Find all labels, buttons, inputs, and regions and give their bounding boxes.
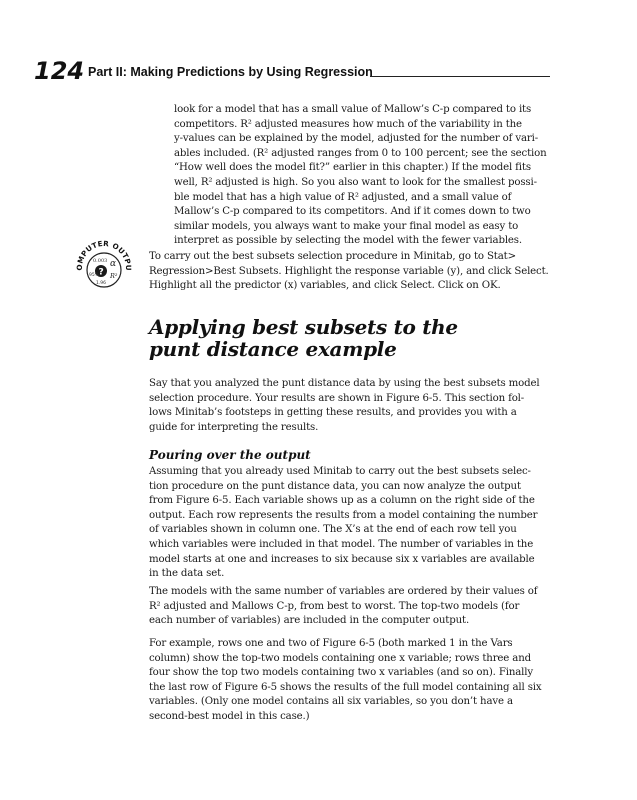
intro-paragraph <box>174 103 547 249</box>
text-line: Mallow’s C-p compared to its competitors. And if it comes down to two <box>174 206 531 218</box>
text-line: four show the top two models containing two x variables (and so on). Finally <box>149 667 534 679</box>
text-line: of variables shown in column one. The X’s at the end of each row tell you <box>149 524 517 536</box>
header-rule <box>370 76 550 77</box>
text-line: The models with the same number of variables are ordered by their values of <box>149 586 538 597</box>
text-line: output. Each row represents the results from a model containing the number <box>149 509 538 521</box>
icon-symbol-question: ? <box>98 267 104 278</box>
text-line: model starts at one and increases to six because six x variables are available <box>149 553 535 565</box>
text-line: Highlight all the predictor (x) variables, and click Select. Click on OK. <box>149 280 501 292</box>
text-line: Assuming that you already used Minitab to carry out the best subsets selec- <box>149 466 531 477</box>
text-line: ables included. (R² adjusted ranges from 0 to 100 percent; see the section <box>174 147 547 159</box>
computer-output-badge-icon <box>74 238 134 298</box>
icon-symbol-alpha: α <box>110 259 117 269</box>
icon-symbol-95: 95% <box>89 273 100 278</box>
subsection-paragraph-1 <box>149 465 537 582</box>
text-line: guide for interpreting the results. <box>149 421 319 433</box>
page-number: 124 <box>34 57 85 85</box>
subsection-paragraph-3 <box>149 637 542 725</box>
text-line: To carry out the best subsets selection procedure in Minitab, go to Stat> <box>149 251 517 262</box>
text-line: look for a model that has a small value of Mallow’s C-p compared to its <box>174 104 532 115</box>
text-line: second-best model in this case.) <box>149 710 310 722</box>
subsection-paragraph-2 <box>149 585 537 629</box>
text-line: variables. (Only one model contains all six variables, so you don’t have a <box>149 696 513 708</box>
text-line: ble model that has a high value of R² adjusted, and a small value of <box>174 191 512 203</box>
text-line: tion procedure on the punt distance data, you can now analyze the output <box>149 480 521 492</box>
icon-label: OMPUTER OUTPU <box>74 238 134 271</box>
text-line: from Figure 6-5. Each variable shows up as a column on the right side of the <box>149 495 535 507</box>
text-line: lows Minitab’s footsteps in getting these results, and provides you with a <box>149 407 517 419</box>
icon-symbol-r2: R² <box>110 272 118 280</box>
text-line: competitors. R² adjusted measures how much of the variability in the <box>174 118 522 130</box>
section-intro-paragraph <box>149 377 540 435</box>
text-line: each number of variables) are included in the computer output. <box>149 615 470 627</box>
text-line: similar models, you always want to make your final model as easy to <box>174 220 519 232</box>
text-line: R² adjusted and Mallows C-p, from best to worst. The top-two models (for <box>149 600 520 612</box>
computer-output-tip <box>149 250 549 294</box>
part-title: Part II: Making Predictions by Using Regression <box>88 65 373 79</box>
text-line: For example, rows one and two of Figure 6-5 (both marked 1 in the Vars <box>149 638 513 649</box>
computer-output-icon <box>74 238 134 298</box>
icon-symbol-196: 1.96 <box>96 281 107 286</box>
subsection-title: Pouring over the output <box>149 448 311 462</box>
section-title-line: punt distance example <box>149 337 397 361</box>
text-line: which variables were included in that model. The number of variables in the <box>149 538 534 550</box>
text-line: the last row of Figure 6-5 shows the results of the full model containing all six <box>149 681 542 693</box>
text-line: Say that you analyzed the punt distance data by using the best subsets model <box>149 378 540 389</box>
text-line: selection procedure. Your results are shown in Figure 6-5. This section fol- <box>149 392 525 404</box>
section-title-line: Applying best subsets to the <box>149 315 458 339</box>
text-line: well, R² adjusted is high. So you also want to look for the smallest possi- <box>174 176 537 188</box>
text-line: y-values can be explained by the model, adjusted for the number of vari- <box>174 133 539 145</box>
page-header <box>0 58 637 84</box>
text-line: column) show the top-two models containing one x variable; rows three and <box>149 652 531 664</box>
text-line: in the data set. <box>149 568 225 580</box>
text-line: interpret as possible by selecting the model with the fewer variables. <box>174 235 522 247</box>
text-line: Regression>Best Subsets. Highlight the response variable (y), and click Select. <box>149 265 549 277</box>
text-line: “How well does the model fit?” earlier in this chapter.) If the model fits <box>174 162 531 174</box>
section-title <box>149 316 458 360</box>
icon-symbol-pvalue: 0.003 <box>93 258 108 264</box>
